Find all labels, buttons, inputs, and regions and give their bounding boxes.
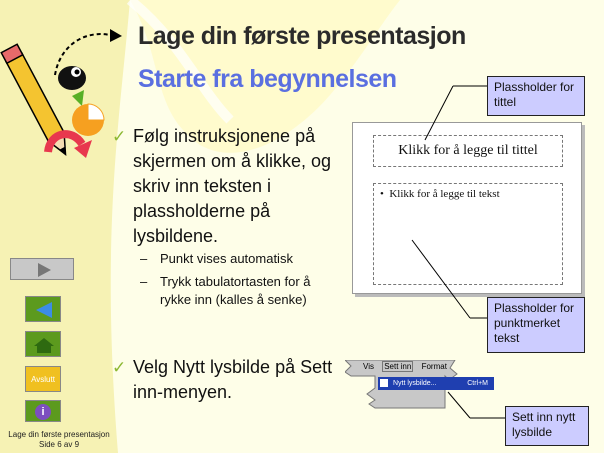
check-icon: ✓ xyxy=(112,358,127,377)
dash-icon: – xyxy=(140,251,148,266)
dash-icon: – xyxy=(140,274,148,289)
bullet-text: Velg Nytt lysbilde på Sett inn-menyen. xyxy=(133,357,333,402)
page-title: Lage din første presentasjon xyxy=(138,22,466,50)
menu-item-format[interactable]: Format xyxy=(421,362,447,371)
footer-title: Lage din første presentasjon xyxy=(8,430,110,439)
check-icon: ✓ xyxy=(112,127,127,146)
callout-bullet-placeholder: Plassholder for punktmerket tekst xyxy=(487,297,585,353)
menu-command-label: Nytt lysbilde... xyxy=(392,380,437,387)
page-subtitle: Starte fra begynnelsen xyxy=(138,65,397,93)
callout-title-placeholder: Plassholder for tittel xyxy=(487,76,585,116)
title-placeholder: Klikk for å legge til tittel xyxy=(373,135,563,167)
footer-page: Side 6 av 9 xyxy=(38,440,80,449)
info-button[interactable] xyxy=(25,400,61,422)
sub-bullet-text: Trykk tabulatortasten for å rykke inn (kalles å senke) xyxy=(160,274,311,307)
text-placeholder-line: • Klikk for å legge til tekst xyxy=(380,188,500,200)
slide-icon xyxy=(380,379,388,387)
arrow-right-icon xyxy=(11,259,75,281)
home-button[interactable] xyxy=(25,331,61,357)
menu-item-sett-inn[interactable]: Sett inn xyxy=(384,362,412,371)
sub-bullet-text: Punkt vises automatisk xyxy=(160,251,293,266)
sub-bullet-item xyxy=(140,273,340,309)
home-icon xyxy=(26,332,62,358)
next-button[interactable] xyxy=(10,258,74,280)
menu-screenshot xyxy=(345,360,497,410)
text-placeholder xyxy=(373,183,563,285)
menu-item-vis[interactable]: Vis xyxy=(363,362,374,371)
text-placeholder-label: Klikk for å legge til tekst xyxy=(389,188,500,200)
callout-insert-slide: Sett inn nytt lysbilde xyxy=(505,406,589,446)
previous-button[interactable] xyxy=(25,296,61,322)
bullet-text: Følg instruksjonene på skjermen om å klikke, og skriv inn teksten i plassholderne på lysbildene. xyxy=(133,126,332,246)
bullet-item xyxy=(112,124,334,249)
exit-button[interactable]: Avslutt xyxy=(25,366,61,392)
slide-preview xyxy=(352,122,582,294)
menu-bar xyxy=(363,362,447,371)
menu-shortcut: Ctrl+M xyxy=(467,380,488,387)
sub-bullet-item xyxy=(140,250,340,268)
info-icon: i xyxy=(35,404,51,420)
arrow-left-icon xyxy=(26,297,62,323)
menu-command-new-slide[interactable] xyxy=(378,377,494,390)
footer xyxy=(0,430,118,450)
bullet-item xyxy=(112,355,334,405)
